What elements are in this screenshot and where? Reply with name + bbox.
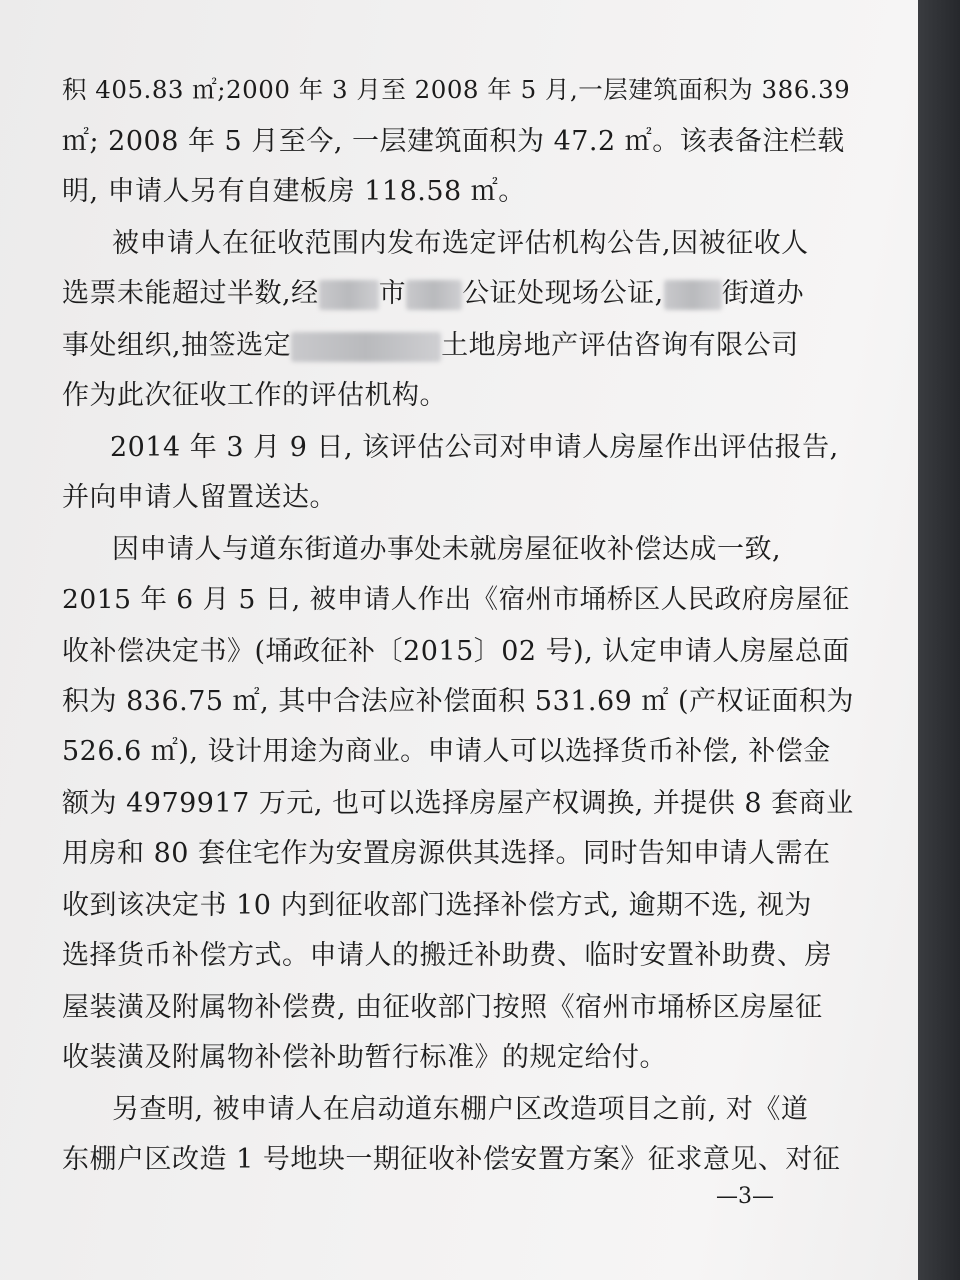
page-number: —3— <box>716 1184 774 1209</box>
text-line: 明, 申请人另有自建板房 118.58 ㎡。 <box>62 176 526 207</box>
redaction-block <box>406 280 462 310</box>
text-line: 东棚户区改造 1 号地块一期征收补偿安置方案》征求意见、对征 <box>62 1144 841 1175</box>
paragraph-start: 另查明, 被申请人在启动道东棚户区改造项目之前, 对《道 <box>112 1094 809 1125</box>
text-line: 收装潢及附属物补偿补助暂行标准》的规定给付。 <box>62 1042 667 1073</box>
text-line: 额为 4979917 万元, 也可以选择房屋产权调换, 并提供 8 套商业 <box>62 788 854 819</box>
text-line: 作为此次征收工作的评估机构。 <box>62 380 447 411</box>
text-line: 526.6 ㎡), 设计用途为商业。申请人可以选择货币补偿, 补偿金 <box>62 736 831 767</box>
text-line: 收到该决定书 10 内到征收部门选择补偿方式, 逾期不选, 视为 <box>62 890 812 921</box>
text-line: ㎡; 2008 年 5 月至今, 一层建筑面积为 47.2 ㎡。该表备注栏载 <box>62 126 845 157</box>
text-line-with-redactions <box>62 330 799 362</box>
text-line: 收补偿决定书》(埇政征补〔2015〕02 号), 认定申请人房屋总面 <box>62 636 850 667</box>
text-line: 2015 年 6 月 5 日, 被申请人作出《宿州市埇桥区人民政府房屋征 <box>62 584 850 615</box>
redaction-block <box>291 332 441 362</box>
text-segment: 公证处现场公证, <box>462 278 664 309</box>
paragraph-start: 因申请人与道东街道办事处未就房屋征收补偿达成一致, <box>112 534 782 565</box>
paragraph-start: 2014 年 3 月 9 日, 该评估公司对申请人房屋作出评估报告, <box>110 432 839 463</box>
text-segment: 街道办 <box>721 278 805 309</box>
text-segment: 事处组织,抽签选定 <box>62 330 292 361</box>
text-segment: 土地房地产评估咨询有限公司 <box>441 330 799 361</box>
text-line: 积为 836.75 ㎡, 其中合法应补偿面积 531.69 ㎡ (产权证面积为 <box>62 686 855 717</box>
text-line: 用房和 80 套住宅作为安置房源供其选择。同时告知申请人需在 <box>62 838 831 869</box>
text-segment: 市 <box>378 278 407 309</box>
text-line: 积 405.83 ㎡;2000 年 3 月至 2008 年 5 月,一层建筑面积为 386.39 <box>62 75 851 104</box>
redaction-block <box>664 280 722 310</box>
text-line: 并向申请人留置送达。 <box>62 482 337 513</box>
text-line: 选择货币补偿方式。申请人的搬迁补助费、临时安置补助费、房 <box>62 940 832 971</box>
text-segment: 选票未能超过半数,经 <box>62 278 319 309</box>
page-edge-shadow <box>918 0 960 1280</box>
paragraph-start: 被申请人在征收范围内发布选定评估机构公告,因被征收人 <box>112 228 809 259</box>
text-line-with-redactions <box>62 278 804 310</box>
redaction-block <box>319 280 379 310</box>
text-line: 屋装潢及附属物补偿费, 由征收部门按照《宿州市埇桥区房屋征 <box>62 992 823 1023</box>
